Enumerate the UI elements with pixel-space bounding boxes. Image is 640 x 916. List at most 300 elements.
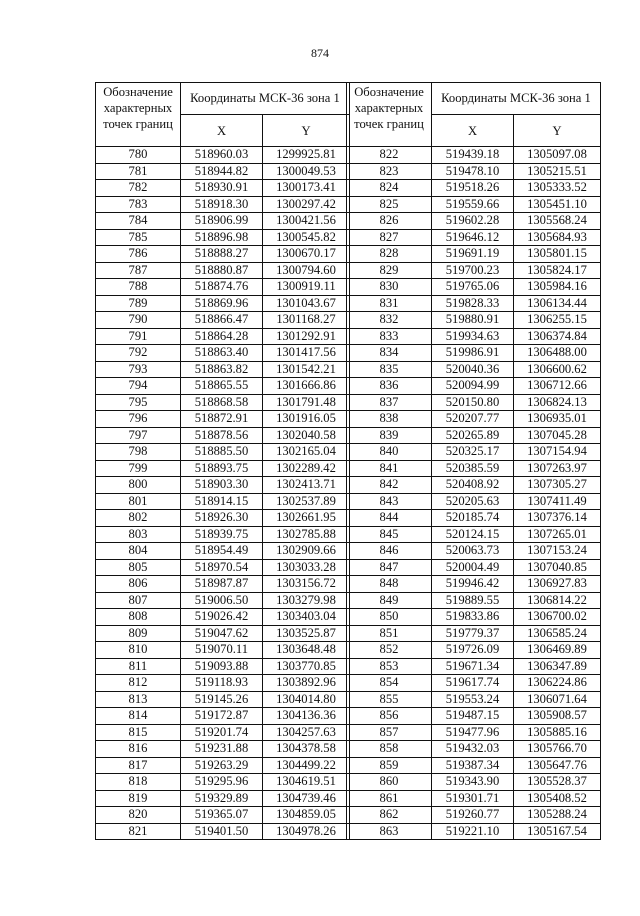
x-coordinate-cell: 519172.87 [181, 708, 263, 725]
table-row [347, 510, 601, 527]
x-coordinate-cell: 519602.28 [432, 213, 514, 230]
x-coordinate-cell: 518939.75 [181, 526, 263, 543]
y-coordinate-cell: 1307263.97 [514, 460, 601, 477]
point-number-cell: 800 [96, 477, 181, 494]
table-row [347, 642, 601, 659]
x-coordinate-cell: 519779.37 [432, 625, 514, 642]
coordinates-table-right [346, 82, 601, 840]
x-coordinate-cell: 518872.91 [181, 411, 263, 428]
table-row [347, 477, 601, 494]
table-row [96, 378, 350, 395]
x-coordinate-cell: 518878.56 [181, 427, 263, 444]
y-coordinate-cell: 1305333.52 [514, 180, 601, 197]
point-number-cell: 844 [347, 510, 432, 527]
point-number-cell: 812 [96, 675, 181, 692]
x-coordinate-cell: 520040.36 [432, 361, 514, 378]
y-coordinate-cell: 1306824.13 [514, 394, 601, 411]
x-coordinate-cell: 518970.54 [181, 559, 263, 576]
point-number-cell: 814 [96, 708, 181, 725]
point-number-cell: 803 [96, 526, 181, 543]
point-number-cell: 846 [347, 543, 432, 560]
x-coordinate-cell: 518944.82 [181, 163, 263, 180]
y-coordinate-cell: 1306600.62 [514, 361, 601, 378]
table-row [347, 196, 601, 213]
y-coordinate-cell: 1304619.51 [263, 774, 350, 791]
x-coordinate-cell: 518893.75 [181, 460, 263, 477]
table-row [96, 196, 350, 213]
y-coordinate-cell: 1301916.05 [263, 411, 350, 428]
x-coordinate-cell: 520004.49 [432, 559, 514, 576]
x-coordinate-cell: 518864.28 [181, 328, 263, 345]
point-number-cell: 859 [347, 757, 432, 774]
point-number-cell: 838 [347, 411, 432, 428]
y-coordinate-cell: 1307153.24 [514, 543, 601, 560]
y-coordinate-cell: 1300173.41 [263, 180, 350, 197]
y-coordinate-cell: 1301043.67 [263, 295, 350, 312]
x-coordinate-cell: 518874.76 [181, 279, 263, 296]
y-coordinate-cell: 1305885.16 [514, 724, 601, 741]
y-coordinate-cell: 1302413.71 [263, 477, 350, 494]
x-coordinate-cell: 519118.93 [181, 675, 263, 692]
point-number-cell: 829 [347, 262, 432, 279]
table-row [347, 807, 601, 824]
y-coordinate-cell: 1303525.87 [263, 625, 350, 642]
table-row [347, 262, 601, 279]
table-row [347, 675, 601, 692]
page-number: 874 [311, 46, 329, 60]
point-number-cell: 810 [96, 642, 181, 659]
x-coordinate-cell: 518866.47 [181, 312, 263, 329]
point-number-cell: 786 [96, 246, 181, 263]
y-coordinate-cell: 1300919.11 [263, 279, 350, 296]
point-number-cell: 825 [347, 196, 432, 213]
table-row [347, 180, 601, 197]
y-coordinate-cell: 1305684.93 [514, 229, 601, 246]
y-coordinate-cell: 1304257.63 [263, 724, 350, 741]
x-coordinate-cell: 520205.63 [432, 493, 514, 510]
table-row [96, 724, 350, 741]
y-coordinate-cell: 1306071.64 [514, 691, 601, 708]
y-coordinate-cell: 1299925.81 [263, 147, 350, 164]
point-number-cell: 852 [347, 642, 432, 659]
x-coordinate-cell: 519726.09 [432, 642, 514, 659]
y-coordinate-cell: 1301542.21 [263, 361, 350, 378]
y-coordinate-cell: 1302785.88 [263, 526, 350, 543]
table-row [347, 708, 601, 725]
x-coordinate-cell: 519880.91 [432, 312, 514, 329]
table-row [96, 229, 350, 246]
table-row [96, 708, 350, 725]
x-coordinate-cell: 520150.80 [432, 394, 514, 411]
x-coordinate-cell: 519343.90 [432, 774, 514, 791]
x-coordinate-cell: 518863.40 [181, 345, 263, 362]
x-coordinate-cell: 519301.71 [432, 790, 514, 807]
table-row [96, 361, 350, 378]
y-coordinate-cell: 1302040.58 [263, 427, 350, 444]
x-coordinate-cell: 519047.62 [181, 625, 263, 642]
y-coordinate-cell: 1306927.83 [514, 576, 601, 593]
table-row [96, 295, 350, 312]
table-row [96, 807, 350, 824]
x-coordinate-cell: 519026.42 [181, 609, 263, 626]
table-row [96, 246, 350, 263]
y-coordinate-cell: 1304859.05 [263, 807, 350, 824]
x-coordinate-cell: 518987.87 [181, 576, 263, 593]
header-point-designation: Обозначение характерных точек границ [347, 83, 432, 147]
x-coordinate-cell: 518896.98 [181, 229, 263, 246]
point-number-cell: 819 [96, 790, 181, 807]
table-row [96, 180, 350, 197]
table-row [347, 609, 601, 626]
table-row [347, 493, 601, 510]
point-number-cell: 839 [347, 427, 432, 444]
point-number-cell: 833 [347, 328, 432, 345]
table-row [347, 691, 601, 708]
y-coordinate-cell: 1307376.14 [514, 510, 601, 527]
table-row [96, 427, 350, 444]
table-row [96, 477, 350, 494]
y-coordinate-cell: 1302165.04 [263, 444, 350, 461]
table-row [347, 741, 601, 758]
y-coordinate-cell: 1306134.44 [514, 295, 601, 312]
y-coordinate-cell: 1300421.56 [263, 213, 350, 230]
table-row [96, 675, 350, 692]
y-coordinate-cell: 1305824.17 [514, 262, 601, 279]
table-row [347, 543, 601, 560]
table-row [96, 411, 350, 428]
y-coordinate-cell: 1306347.89 [514, 658, 601, 675]
y-coordinate-cell: 1300670.17 [263, 246, 350, 263]
table-row [96, 543, 350, 560]
y-coordinate-cell: 1306469.89 [514, 642, 601, 659]
y-coordinate-cell: 1304499.22 [263, 757, 350, 774]
x-coordinate-cell: 520265.89 [432, 427, 514, 444]
table-row [96, 559, 350, 576]
point-number-cell: 832 [347, 312, 432, 329]
y-coordinate-cell: 1307305.27 [514, 477, 601, 494]
point-number-cell: 850 [347, 609, 432, 626]
x-coordinate-cell: 520408.92 [432, 477, 514, 494]
point-number-cell: 818 [96, 774, 181, 791]
x-coordinate-cell: 519700.23 [432, 262, 514, 279]
x-coordinate-cell: 519478.10 [432, 163, 514, 180]
point-number-cell: 841 [347, 460, 432, 477]
table-row [96, 642, 350, 659]
y-coordinate-cell: 1305215.51 [514, 163, 601, 180]
y-coordinate-cell: 1307265.01 [514, 526, 601, 543]
table-row [96, 345, 350, 362]
x-coordinate-cell: 519487.15 [432, 708, 514, 725]
y-coordinate-cell: 1303770.85 [263, 658, 350, 675]
y-coordinate-cell: 1300297.42 [263, 196, 350, 213]
x-coordinate-cell: 520185.74 [432, 510, 514, 527]
x-coordinate-cell: 519329.89 [181, 790, 263, 807]
point-number-cell: 835 [347, 361, 432, 378]
x-coordinate-cell: 519260.77 [432, 807, 514, 824]
point-number-cell: 863 [347, 823, 432, 840]
y-coordinate-cell: 1305908.57 [514, 708, 601, 725]
point-number-cell: 860 [347, 774, 432, 791]
y-coordinate-cell: 1306814.22 [514, 592, 601, 609]
point-number-cell: 843 [347, 493, 432, 510]
x-coordinate-cell: 519070.11 [181, 642, 263, 659]
table-body-right [347, 147, 601, 840]
table-row [96, 625, 350, 642]
table-row [96, 592, 350, 609]
point-number-cell: 787 [96, 262, 181, 279]
y-coordinate-cell: 1305647.76 [514, 757, 601, 774]
coordinates-table-left [95, 82, 350, 840]
table-row [96, 658, 350, 675]
table-row [347, 625, 601, 642]
point-number-cell: 847 [347, 559, 432, 576]
point-number-cell: 804 [96, 543, 181, 560]
point-number-cell: 837 [347, 394, 432, 411]
point-number-cell: 848 [347, 576, 432, 593]
y-coordinate-cell: 1301168.27 [263, 312, 350, 329]
x-coordinate-cell: 518880.87 [181, 262, 263, 279]
point-number-cell: 801 [96, 493, 181, 510]
y-coordinate-cell: 1306585.24 [514, 625, 601, 642]
table-row [96, 444, 350, 461]
x-coordinate-cell: 519263.29 [181, 757, 263, 774]
y-coordinate-cell: 1305097.08 [514, 147, 601, 164]
y-coordinate-cell: 1305766.70 [514, 741, 601, 758]
y-coordinate-cell: 1300794.60 [263, 262, 350, 279]
x-coordinate-cell: 519946.42 [432, 576, 514, 593]
x-coordinate-cell: 518918.30 [181, 196, 263, 213]
x-coordinate-cell: 519093.88 [181, 658, 263, 675]
point-number-cell: 782 [96, 180, 181, 197]
table-row [96, 163, 350, 180]
point-number-cell: 813 [96, 691, 181, 708]
x-coordinate-cell: 520385.59 [432, 460, 514, 477]
point-number-cell: 789 [96, 295, 181, 312]
y-coordinate-cell: 1302289.42 [263, 460, 350, 477]
y-coordinate-cell: 1300049.53 [263, 163, 350, 180]
y-coordinate-cell: 1307411.49 [514, 493, 601, 510]
table-row [96, 460, 350, 477]
table-row [347, 823, 601, 840]
table-row [347, 559, 601, 576]
x-coordinate-cell: 518865.55 [181, 378, 263, 395]
header-point-designation: Обозначение характерных точек границ [96, 83, 181, 147]
point-number-cell: 793 [96, 361, 181, 378]
y-coordinate-cell: 1304978.26 [263, 823, 350, 840]
table-row [347, 295, 601, 312]
point-number-cell: 790 [96, 312, 181, 329]
y-coordinate-cell: 1306374.84 [514, 328, 601, 345]
x-coordinate-cell: 518863.82 [181, 361, 263, 378]
x-coordinate-cell: 519201.74 [181, 724, 263, 741]
point-number-cell: 784 [96, 213, 181, 230]
x-coordinate-cell: 519671.34 [432, 658, 514, 675]
x-coordinate-cell: 519387.34 [432, 757, 514, 774]
header-x: X [432, 115, 514, 147]
point-number-cell: 821 [96, 823, 181, 840]
y-coordinate-cell: 1304739.46 [263, 790, 350, 807]
y-coordinate-cell: 1306224.86 [514, 675, 601, 692]
point-number-cell: 822 [347, 147, 432, 164]
header-x: X [181, 115, 263, 147]
y-coordinate-cell: 1302537.89 [263, 493, 350, 510]
table-row [96, 757, 350, 774]
table-row [347, 361, 601, 378]
table-row [96, 394, 350, 411]
table-row [347, 312, 601, 329]
point-number-cell: 796 [96, 411, 181, 428]
table-row [347, 757, 601, 774]
point-number-cell: 785 [96, 229, 181, 246]
x-coordinate-cell: 520094.99 [432, 378, 514, 395]
y-coordinate-cell: 1301791.48 [263, 394, 350, 411]
x-coordinate-cell: 518926.30 [181, 510, 263, 527]
table-row [347, 163, 601, 180]
point-number-cell: 854 [347, 675, 432, 692]
x-coordinate-cell: 518960.03 [181, 147, 263, 164]
table-row [96, 312, 350, 329]
table-row [96, 526, 350, 543]
point-number-cell: 811 [96, 658, 181, 675]
table-row [96, 741, 350, 758]
x-coordinate-cell: 519295.96 [181, 774, 263, 791]
x-coordinate-cell: 519477.96 [432, 724, 514, 741]
point-number-cell: 809 [96, 625, 181, 642]
y-coordinate-cell: 1303033.28 [263, 559, 350, 576]
y-coordinate-cell: 1305408.52 [514, 790, 601, 807]
table-row [347, 576, 601, 593]
y-coordinate-cell: 1304136.36 [263, 708, 350, 725]
header-coordinates-system: Координаты МСК-36 зона 1 [181, 83, 350, 115]
x-coordinate-cell: 518868.58 [181, 394, 263, 411]
x-coordinate-cell: 519439.18 [432, 147, 514, 164]
table-row [96, 262, 350, 279]
table-row [347, 279, 601, 296]
point-number-cell: 836 [347, 378, 432, 395]
x-coordinate-cell: 519365.07 [181, 807, 263, 824]
y-coordinate-cell: 1305801.15 [514, 246, 601, 263]
point-number-cell: 828 [347, 246, 432, 263]
x-coordinate-cell: 519221.10 [432, 823, 514, 840]
table-row [347, 345, 601, 362]
table-row [347, 460, 601, 477]
header-y: Y [514, 115, 601, 147]
point-number-cell: 794 [96, 378, 181, 395]
table-row [347, 411, 601, 428]
point-number-cell: 849 [347, 592, 432, 609]
point-number-cell: 783 [96, 196, 181, 213]
x-coordinate-cell: 518885.50 [181, 444, 263, 461]
table-row [347, 213, 601, 230]
point-number-cell: 862 [347, 807, 432, 824]
table-row [96, 774, 350, 791]
y-coordinate-cell: 1304014.80 [263, 691, 350, 708]
x-coordinate-cell: 518954.49 [181, 543, 263, 560]
y-coordinate-cell: 1305528.37 [514, 774, 601, 791]
y-coordinate-cell: 1303892.96 [263, 675, 350, 692]
point-number-cell: 792 [96, 345, 181, 362]
y-coordinate-cell: 1306700.02 [514, 609, 601, 626]
y-coordinate-cell: 1301666.86 [263, 378, 350, 395]
x-coordinate-cell: 519833.86 [432, 609, 514, 626]
table-row [96, 213, 350, 230]
y-coordinate-cell: 1303403.04 [263, 609, 350, 626]
point-number-cell: 798 [96, 444, 181, 461]
x-coordinate-cell: 519617.74 [432, 675, 514, 692]
point-number-cell: 840 [347, 444, 432, 461]
point-number-cell: 799 [96, 460, 181, 477]
table-row [347, 427, 601, 444]
x-coordinate-cell: 519765.06 [432, 279, 514, 296]
y-coordinate-cell: 1303648.48 [263, 642, 350, 659]
point-number-cell: 808 [96, 609, 181, 626]
y-coordinate-cell: 1306935.01 [514, 411, 601, 428]
point-number-cell: 781 [96, 163, 181, 180]
x-coordinate-cell: 519231.88 [181, 741, 263, 758]
x-coordinate-cell: 519553.24 [432, 691, 514, 708]
table-row [347, 774, 601, 791]
y-coordinate-cell: 1305451.10 [514, 196, 601, 213]
x-coordinate-cell: 518906.99 [181, 213, 263, 230]
table-row [96, 147, 350, 164]
x-coordinate-cell: 519986.91 [432, 345, 514, 362]
y-coordinate-cell: 1300545.82 [263, 229, 350, 246]
x-coordinate-cell: 519828.33 [432, 295, 514, 312]
y-coordinate-cell: 1301417.56 [263, 345, 350, 362]
y-coordinate-cell: 1301292.91 [263, 328, 350, 345]
y-coordinate-cell: 1306712.66 [514, 378, 601, 395]
x-coordinate-cell: 519691.19 [432, 246, 514, 263]
point-number-cell: 861 [347, 790, 432, 807]
table-row [96, 609, 350, 626]
x-coordinate-cell: 520207.77 [432, 411, 514, 428]
y-coordinate-cell: 1306488.00 [514, 345, 601, 362]
table-body-left [96, 147, 350, 840]
point-number-cell: 857 [347, 724, 432, 741]
point-number-cell: 791 [96, 328, 181, 345]
table-row [96, 279, 350, 296]
y-coordinate-cell: 1305984.16 [514, 279, 601, 296]
y-coordinate-cell: 1307045.28 [514, 427, 601, 444]
point-number-cell: 855 [347, 691, 432, 708]
table-row [347, 658, 601, 675]
point-number-cell: 797 [96, 427, 181, 444]
x-coordinate-cell: 519006.50 [181, 592, 263, 609]
x-coordinate-cell: 518869.96 [181, 295, 263, 312]
x-coordinate-cell: 519646.12 [432, 229, 514, 246]
header-y: Y [263, 115, 350, 147]
header-coordinates-system: Координаты МСК-36 зона 1 [432, 83, 601, 115]
table-row [347, 526, 601, 543]
point-number-cell: 815 [96, 724, 181, 741]
x-coordinate-cell: 519934.63 [432, 328, 514, 345]
table-row [347, 229, 601, 246]
point-number-cell: 827 [347, 229, 432, 246]
table-row [96, 691, 350, 708]
y-coordinate-cell: 1305167.54 [514, 823, 601, 840]
y-coordinate-cell: 1305288.24 [514, 807, 601, 824]
x-coordinate-cell: 518930.91 [181, 180, 263, 197]
point-number-cell: 842 [347, 477, 432, 494]
point-number-cell: 845 [347, 526, 432, 543]
table-row [96, 576, 350, 593]
point-number-cell: 856 [347, 708, 432, 725]
table-row [96, 328, 350, 345]
x-coordinate-cell: 519145.26 [181, 691, 263, 708]
point-number-cell: 820 [96, 807, 181, 824]
x-coordinate-cell: 518888.27 [181, 246, 263, 263]
x-coordinate-cell: 519401.50 [181, 823, 263, 840]
